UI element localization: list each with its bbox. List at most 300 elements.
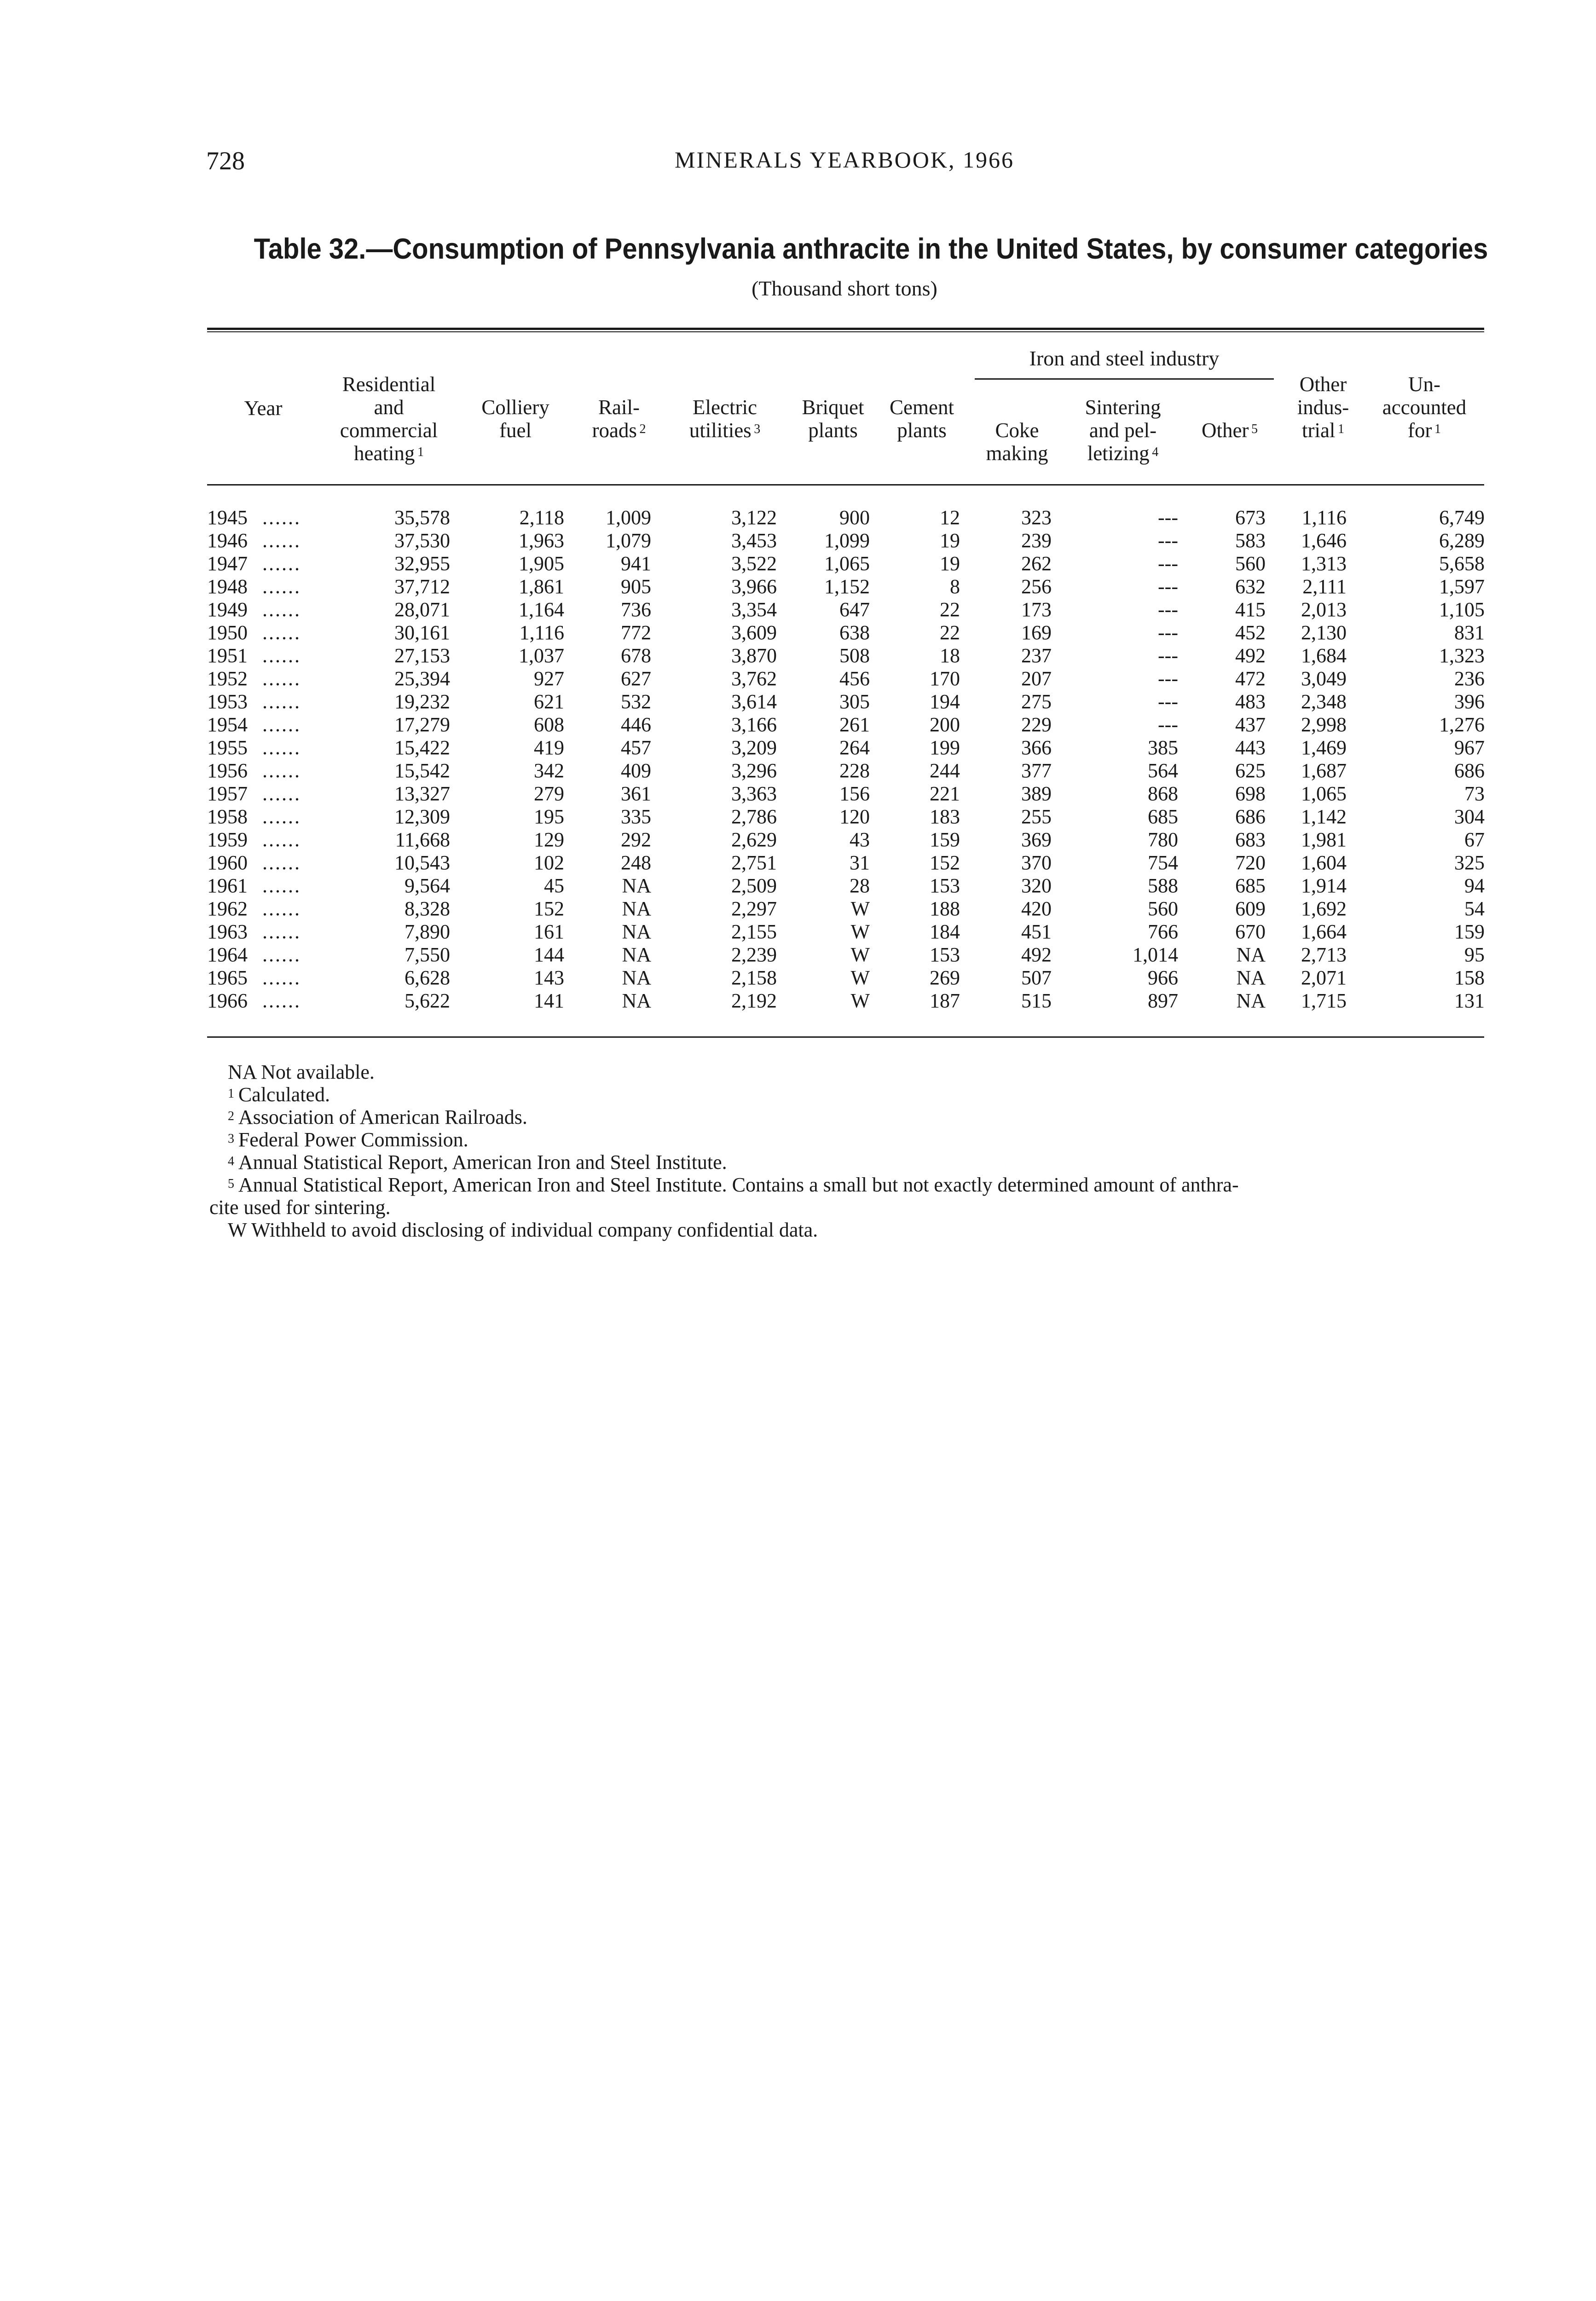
table-row bbox=[207, 851, 1486, 874]
table-cell: NA bbox=[1236, 966, 1266, 989]
table-cell: 342 bbox=[534, 759, 564, 782]
table-cell: 1,905 bbox=[519, 552, 564, 575]
row-year: 1949 bbox=[207, 598, 248, 621]
table-cell: 2,111 bbox=[1302, 575, 1347, 598]
column-header-line: accounted bbox=[1382, 396, 1467, 419]
table-cell: 366 bbox=[1021, 736, 1052, 759]
table-cell: 264 bbox=[839, 736, 870, 759]
table-cell: 27,153 bbox=[394, 644, 450, 667]
table-cell: 256 bbox=[1021, 575, 1052, 598]
table-cell: 638 bbox=[839, 621, 870, 644]
table-cell: 184 bbox=[930, 920, 960, 943]
table-cell: 361 bbox=[621, 782, 651, 805]
table-cell: NA bbox=[622, 920, 651, 943]
footnote-text: W Withheld to avoid disclosing of individual company confidential data. bbox=[228, 1219, 818, 1241]
table-cell: 5,622 bbox=[405, 989, 450, 1012]
dot-leader: ...... bbox=[262, 621, 301, 644]
row-year: 1959 bbox=[207, 828, 248, 851]
table-cell: 437 bbox=[1235, 713, 1266, 736]
table-cell: 3,363 bbox=[731, 782, 777, 805]
dot-leader: ...... bbox=[262, 598, 301, 621]
table-cell: 200 bbox=[930, 713, 960, 736]
row-year: 1946 bbox=[207, 529, 248, 552]
table-cell: 2,071 bbox=[1301, 966, 1347, 989]
table-cell: 152 bbox=[534, 897, 564, 920]
table-cell: 6,749 bbox=[1439, 506, 1485, 529]
column-header-line: heating $^1$ bbox=[353, 442, 424, 465]
dot-leader: ...... bbox=[262, 828, 301, 851]
table-cell: 415 bbox=[1235, 598, 1266, 621]
table-cell: 831 bbox=[1454, 621, 1485, 644]
table-cell: 2,192 bbox=[731, 989, 777, 1012]
table-cell: 608 bbox=[534, 713, 564, 736]
table-cell: W bbox=[850, 943, 870, 966]
table-cell: 369 bbox=[1021, 828, 1052, 851]
table-cell: 37,530 bbox=[394, 529, 450, 552]
table-cell: 158 bbox=[1454, 966, 1485, 989]
footnote bbox=[228, 1061, 1489, 1083]
table-cell: 143 bbox=[534, 966, 564, 989]
table-cell: 325 bbox=[1454, 851, 1485, 874]
row-year: 1950 bbox=[207, 621, 248, 644]
table-cell: 483 bbox=[1235, 690, 1266, 713]
footnote-text: Association of American Railroads. bbox=[238, 1106, 527, 1128]
table-cell: --- bbox=[1158, 713, 1178, 736]
column-header-line: Un- bbox=[1408, 373, 1440, 396]
dot-leader: ...... bbox=[262, 966, 301, 989]
table-cell: 37,712 bbox=[394, 575, 450, 598]
table-row bbox=[207, 805, 1486, 828]
footnote bbox=[228, 1128, 1489, 1151]
row-year: 1955 bbox=[207, 736, 248, 759]
table-cell: 673 bbox=[1235, 506, 1266, 529]
table-cell: --- bbox=[1158, 667, 1178, 690]
table-cell: 1,037 bbox=[519, 644, 564, 667]
footnote-marker: 1 bbox=[1335, 422, 1345, 436]
footnote-marker: 4 bbox=[228, 1154, 234, 1168]
top-rule-thin bbox=[207, 331, 1484, 332]
table-cell: 2,751 bbox=[731, 851, 777, 874]
table-row bbox=[207, 552, 1486, 575]
column-header-line: roads $^2$ bbox=[592, 419, 646, 442]
row-year: 1953 bbox=[207, 690, 248, 713]
table-cell: 67 bbox=[1464, 828, 1485, 851]
dot-leader: ...... bbox=[262, 736, 301, 759]
table-cell: 508 bbox=[839, 644, 870, 667]
column-header-line: Other $^5$ bbox=[1201, 419, 1258, 442]
table-row bbox=[207, 575, 1486, 598]
table-cell: 17,279 bbox=[394, 713, 450, 736]
table-cell: 292 bbox=[621, 828, 651, 851]
table-cell: 2,998 bbox=[1301, 713, 1347, 736]
table-cell: 239 bbox=[1021, 529, 1052, 552]
table-cell: 8,328 bbox=[405, 897, 450, 920]
table-cell: 7,890 bbox=[405, 920, 450, 943]
table-row bbox=[207, 920, 1486, 943]
table-cell: 3,762 bbox=[731, 667, 777, 690]
footnote-marker: 2 bbox=[228, 1109, 234, 1123]
table-cell: 275 bbox=[1021, 690, 1052, 713]
row-year: 1945 bbox=[207, 506, 248, 529]
column-header-line: Briquet bbox=[802, 396, 864, 419]
table-cell: W bbox=[850, 989, 870, 1012]
table-row bbox=[207, 644, 1486, 667]
table-row bbox=[207, 943, 1486, 966]
page-header bbox=[202, 146, 1486, 183]
table-cell: 6,289 bbox=[1439, 529, 1485, 552]
footnote bbox=[228, 1106, 1489, 1128]
table-cell: NA bbox=[622, 897, 651, 920]
table-cell: 1,014 bbox=[1133, 943, 1178, 966]
footnote-marker: 3 bbox=[228, 1132, 234, 1146]
table-cell: 1,981 bbox=[1301, 828, 1347, 851]
row-year: 1965 bbox=[207, 966, 248, 989]
table-row bbox=[207, 989, 1486, 1012]
table-cell: 627 bbox=[621, 667, 651, 690]
table-cell: 199 bbox=[930, 736, 960, 759]
table-cell: 194 bbox=[930, 690, 960, 713]
table-cell: 609 bbox=[1235, 897, 1266, 920]
footnote-marker: 3 bbox=[751, 422, 761, 436]
table-cell: 443 bbox=[1235, 736, 1266, 759]
table-row bbox=[207, 598, 1486, 621]
dot-leader: ...... bbox=[262, 644, 301, 667]
table-cell: 131 bbox=[1454, 989, 1485, 1012]
table-cell: 1,715 bbox=[1301, 989, 1347, 1012]
table-cell: 1,065 bbox=[1301, 782, 1347, 805]
table-cell: 2,118 bbox=[519, 506, 564, 529]
table-cell: 389 bbox=[1021, 782, 1052, 805]
column-header-line: Residential bbox=[342, 373, 436, 396]
table-cell: 3,354 bbox=[731, 598, 777, 621]
table-cell: 1,065 bbox=[824, 552, 870, 575]
column-header-line: Coke bbox=[995, 419, 1039, 442]
table-row bbox=[207, 667, 1486, 690]
table-cell: 248 bbox=[621, 851, 651, 874]
table-cell: 583 bbox=[1235, 529, 1266, 552]
table-cell: 780 bbox=[1148, 828, 1178, 851]
table-cell: 3,166 bbox=[731, 713, 777, 736]
table-row bbox=[207, 621, 1486, 644]
footnote-text: Calculated. bbox=[238, 1083, 330, 1106]
table-cell: 31 bbox=[850, 851, 870, 874]
table-cell: --- bbox=[1158, 552, 1178, 575]
table-cell: 647 bbox=[839, 598, 870, 621]
table-cell: NA bbox=[622, 966, 651, 989]
row-year: 1951 bbox=[207, 644, 248, 667]
table-cell: 237 bbox=[1021, 644, 1052, 667]
page-number: 728 bbox=[206, 147, 245, 175]
table-row bbox=[207, 690, 1486, 713]
table-cell: 409 bbox=[621, 759, 651, 782]
table-cell: 159 bbox=[930, 828, 960, 851]
footnote-text: Annual Statistical Report, American Iron and Steel Institute. Contains a small but not exactly determined amount of anthra- bbox=[238, 1174, 1239, 1196]
table-cell: 8 bbox=[950, 575, 960, 598]
dot-leader: ...... bbox=[262, 943, 301, 966]
table-cell: 1,009 bbox=[606, 506, 651, 529]
table-cell: 1,099 bbox=[824, 529, 870, 552]
table-cell: 323 bbox=[1021, 506, 1052, 529]
table-cell: 897 bbox=[1148, 989, 1178, 1012]
table-cell: --- bbox=[1158, 621, 1178, 644]
table-cell: 1,604 bbox=[1301, 851, 1347, 874]
group-header-iron-steel: Iron and steel industry bbox=[1029, 347, 1220, 370]
column-header-line: fuel bbox=[499, 419, 532, 442]
table-cell: NA bbox=[1236, 989, 1266, 1012]
table-cell: 22 bbox=[940, 598, 960, 621]
table-cell: 3,453 bbox=[731, 529, 777, 552]
row-year: 1957 bbox=[207, 782, 248, 805]
row-year: 1963 bbox=[207, 920, 248, 943]
table-cell: 3,049 bbox=[1301, 667, 1347, 690]
footnote-text: Annual Statistical Report, American Iron and Steel Institute. bbox=[238, 1151, 727, 1174]
table-cell: 2,348 bbox=[1301, 690, 1347, 713]
row-year: 1962 bbox=[207, 897, 248, 920]
table-cell: 320 bbox=[1021, 874, 1052, 897]
table-cell: 941 bbox=[621, 552, 651, 575]
table-cell: 1,164 bbox=[519, 598, 564, 621]
table-cell: 228 bbox=[839, 759, 870, 782]
table-cell: 3,870 bbox=[731, 644, 777, 667]
table-cell: 43 bbox=[850, 828, 870, 851]
table-cell: 588 bbox=[1148, 874, 1178, 897]
table-cell: 1,276 bbox=[1439, 713, 1485, 736]
table-cell: 1,142 bbox=[1301, 805, 1347, 828]
table-cell: 2,629 bbox=[731, 828, 777, 851]
row-year: 1966 bbox=[207, 989, 248, 1012]
table-cell: 686 bbox=[1454, 759, 1485, 782]
table-cell: 1,861 bbox=[519, 575, 564, 598]
table-cell: 905 bbox=[621, 575, 651, 598]
table-cell: 129 bbox=[534, 828, 564, 851]
footnote bbox=[228, 1174, 1489, 1196]
table-cell: 94 bbox=[1464, 874, 1485, 897]
table-cell: 262 bbox=[1021, 552, 1052, 575]
dot-leader: ...... bbox=[262, 759, 301, 782]
table-cell: NA bbox=[1236, 943, 1266, 966]
footnote-marker: 5 bbox=[1249, 422, 1258, 436]
table-row bbox=[207, 874, 1486, 897]
table-cell: 2,155 bbox=[731, 920, 777, 943]
table-cell: 927 bbox=[534, 667, 564, 690]
group-header-rule bbox=[975, 378, 1274, 380]
column-header-line: Other bbox=[1299, 373, 1347, 396]
table-cell: 32,955 bbox=[394, 552, 450, 575]
table-cell: W bbox=[850, 897, 870, 920]
table-cell: 3,522 bbox=[731, 552, 777, 575]
dot-leader: ...... bbox=[262, 575, 301, 598]
table-cell: 396 bbox=[1454, 690, 1485, 713]
dot-leader: ...... bbox=[262, 851, 301, 874]
table-cell: 492 bbox=[1021, 943, 1052, 966]
table-cell: 2,786 bbox=[731, 805, 777, 828]
table-cell: 12,309 bbox=[394, 805, 450, 828]
table-row bbox=[207, 529, 1486, 552]
table-cell: 472 bbox=[1235, 667, 1266, 690]
footnote-text: cite used for sintering. bbox=[209, 1196, 391, 1219]
table-cell: 2,297 bbox=[731, 897, 777, 920]
table-cell: 451 bbox=[1021, 920, 1052, 943]
table-cell: 195 bbox=[534, 805, 564, 828]
row-year: 1948 bbox=[207, 575, 248, 598]
dot-leader: ...... bbox=[262, 506, 301, 529]
table-title: Table 32.—Consumption of Pennsylvania anthracite in the United States, by consumer categories bbox=[254, 233, 1488, 265]
table-cell: 9,564 bbox=[405, 874, 450, 897]
table-cell: 1,664 bbox=[1301, 920, 1347, 943]
table-cell: 2,013 bbox=[1301, 598, 1347, 621]
table-cell: 452 bbox=[1235, 621, 1266, 644]
table-cell: 10,543 bbox=[394, 851, 450, 874]
footnote-marker: 1 bbox=[228, 1087, 234, 1101]
table-cell: 73 bbox=[1464, 782, 1485, 805]
table-cell: 670 bbox=[1235, 920, 1266, 943]
column-header-line: and bbox=[374, 396, 404, 419]
table-cell: 183 bbox=[930, 805, 960, 828]
table-cell: W bbox=[850, 920, 870, 943]
table-cell: 1,469 bbox=[1301, 736, 1347, 759]
table-cell: 2,239 bbox=[731, 943, 777, 966]
column-header-line: for $^1$ bbox=[1407, 419, 1441, 442]
table-cell: 173 bbox=[1021, 598, 1052, 621]
table-cell: 1,646 bbox=[1301, 529, 1347, 552]
row-year: 1947 bbox=[207, 552, 248, 575]
table-cell: 564 bbox=[1148, 759, 1178, 782]
table-cell: 25,394 bbox=[394, 667, 450, 690]
footnote-marker: 1 bbox=[1432, 422, 1441, 436]
column-header-line: plants bbox=[808, 419, 858, 442]
column-header-line: Sintering bbox=[1085, 396, 1161, 419]
table-cell: 15,422 bbox=[394, 736, 450, 759]
table-cell: 621 bbox=[534, 690, 564, 713]
table-cell: 102 bbox=[534, 851, 564, 874]
row-year: 1964 bbox=[207, 943, 248, 966]
table-cell: 3,609 bbox=[731, 621, 777, 644]
dot-leader: ...... bbox=[262, 805, 301, 828]
table-cell: 419 bbox=[534, 736, 564, 759]
table-cell: 3,614 bbox=[731, 690, 777, 713]
table-cell: 54 bbox=[1464, 897, 1485, 920]
column-header-line: indus- bbox=[1297, 396, 1349, 419]
table-cell: --- bbox=[1158, 644, 1178, 667]
table-cell: 15,542 bbox=[394, 759, 450, 782]
row-year: 1960 bbox=[207, 851, 248, 874]
table-cell: 446 bbox=[621, 713, 651, 736]
table-cell: 279 bbox=[534, 782, 564, 805]
table-cell: 560 bbox=[1235, 552, 1266, 575]
table-cell: 1,105 bbox=[1439, 598, 1485, 621]
table-cell: 153 bbox=[930, 874, 960, 897]
table-cell: 377 bbox=[1021, 759, 1052, 782]
table-cell: 45 bbox=[544, 874, 564, 897]
row-year: 1956 bbox=[207, 759, 248, 782]
table-cell: 532 bbox=[621, 690, 651, 713]
table-cell: 159 bbox=[1454, 920, 1485, 943]
table-cell: 625 bbox=[1235, 759, 1266, 782]
column-header-line: letizing $^4$ bbox=[1087, 442, 1159, 465]
table-cell: 120 bbox=[839, 805, 870, 828]
table-cell: 2,158 bbox=[731, 966, 777, 989]
table-cell: 28,071 bbox=[394, 598, 450, 621]
column-header-line: making bbox=[986, 442, 1048, 465]
table-cell: 1,692 bbox=[1301, 897, 1347, 920]
dot-leader: ...... bbox=[262, 690, 301, 713]
table-cell: NA bbox=[622, 943, 651, 966]
footnote bbox=[228, 1083, 1489, 1106]
table-cell: 772 bbox=[621, 621, 651, 644]
table-cell: 1,313 bbox=[1301, 552, 1347, 575]
table-cell: 5,658 bbox=[1439, 552, 1485, 575]
table-cell: 678 bbox=[621, 644, 651, 667]
table-cell: 2,509 bbox=[731, 874, 777, 897]
table-row bbox=[207, 782, 1486, 805]
table-cell: 1,963 bbox=[519, 529, 564, 552]
table-cell: 3,122 bbox=[731, 506, 777, 529]
dot-leader: ...... bbox=[262, 897, 301, 920]
footnotes bbox=[209, 1061, 1489, 1241]
table-cell: 12 bbox=[940, 506, 960, 529]
table-cell: 560 bbox=[1148, 897, 1178, 920]
table-cell: 698 bbox=[1235, 782, 1266, 805]
table-cell: 900 bbox=[839, 506, 870, 529]
table-cell: 19 bbox=[940, 529, 960, 552]
table-units: (Thousand short tons) bbox=[752, 277, 937, 300]
table-cell: 3,209 bbox=[731, 736, 777, 759]
table-cell: 3,966 bbox=[731, 575, 777, 598]
table-cell: 1,116 bbox=[1301, 506, 1347, 529]
table-cell: 1,079 bbox=[606, 529, 651, 552]
table-cell: 28 bbox=[850, 874, 870, 897]
table-row bbox=[207, 713, 1486, 736]
table-cell: 966 bbox=[1148, 966, 1178, 989]
table-cell: 6,628 bbox=[405, 966, 450, 989]
column-header-line: and pel- bbox=[1089, 419, 1157, 442]
table-cell: 236 bbox=[1454, 667, 1485, 690]
footnote bbox=[209, 1196, 1489, 1219]
table-cell: 685 bbox=[1235, 874, 1266, 897]
table-cell: 304 bbox=[1454, 805, 1485, 828]
table-cell: 370 bbox=[1021, 851, 1052, 874]
column-header-line: commercial bbox=[340, 419, 438, 442]
table-cell: 385 bbox=[1148, 736, 1178, 759]
table-cell: 736 bbox=[621, 598, 651, 621]
table-cell: --- bbox=[1158, 529, 1178, 552]
dot-leader: ...... bbox=[262, 874, 301, 897]
table-cell: 1,914 bbox=[1301, 874, 1347, 897]
footnote bbox=[228, 1219, 1489, 1241]
dot-leader: ...... bbox=[262, 667, 301, 690]
table-cell: 868 bbox=[1148, 782, 1178, 805]
table-cell: 188 bbox=[930, 897, 960, 920]
table-cell: NA bbox=[622, 874, 651, 897]
table-cell: 261 bbox=[839, 713, 870, 736]
footnote-marker: 2 bbox=[636, 422, 646, 436]
table-row bbox=[207, 736, 1486, 759]
table-cell: 22 bbox=[940, 621, 960, 644]
table-cell: 507 bbox=[1021, 966, 1052, 989]
table-cell: 144 bbox=[534, 943, 564, 966]
column-header-11 bbox=[1342, 373, 1507, 442]
column-header-line: Colliery bbox=[481, 396, 549, 419]
column-header-line: Year bbox=[244, 397, 283, 420]
column-header-line: trial $^1$ bbox=[1301, 419, 1345, 442]
table-cell: 95 bbox=[1464, 943, 1485, 966]
table-cell: 754 bbox=[1148, 851, 1178, 874]
dot-leader: ...... bbox=[262, 529, 301, 552]
table-cell: --- bbox=[1158, 506, 1178, 529]
running-head: MINERALS YEARBOOK, 1966 bbox=[675, 147, 1014, 173]
column-header-line: Electric bbox=[693, 396, 757, 419]
table-cell: 141 bbox=[534, 989, 564, 1012]
